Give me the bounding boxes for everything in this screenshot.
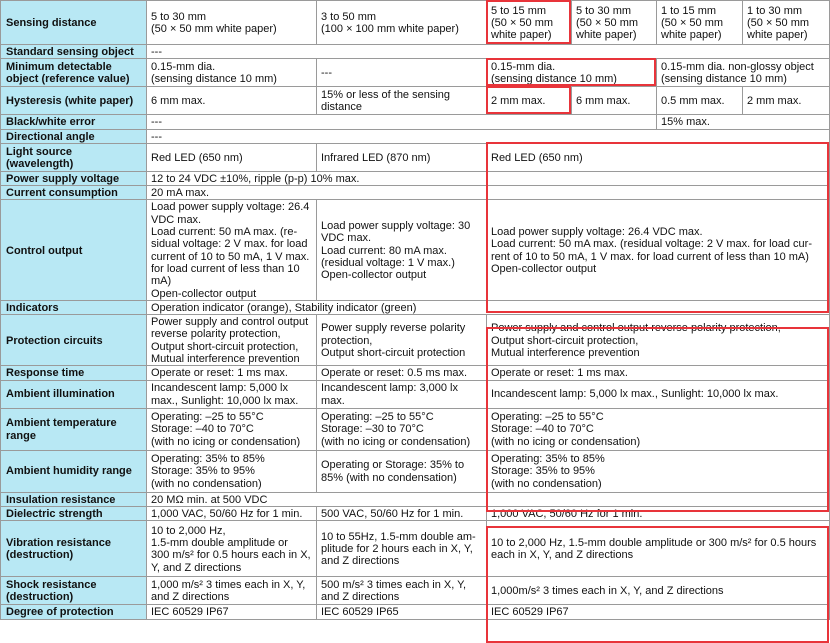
spec-value: 20 mA max. [147,186,830,200]
spec-label: Light source (wavelength) [1,143,147,171]
spec-label: Sensing distance [1,1,147,45]
spec-value: --- [147,45,830,59]
spec-row-current-consumption [1,186,830,200]
spec-value: 1,000 VAC, 50/60 Hz for 1 min. [487,506,830,520]
spec-value: Operating: 35% to 85% Storage: 35% to 95% (with no condensation) [487,450,830,492]
spec-row-ambient-humidity-range [1,450,830,492]
spec-label: Directional angle [1,129,147,143]
spec-label: Current consumption [1,186,147,200]
spec-label: Degree of protection [1,605,147,619]
spec-row-degree-of-protection [1,605,830,619]
spec-label: Ambient illumination [1,380,147,408]
spec-row-ambient-illumination [1,380,830,408]
spec-value: 0.15-mm dia. non-glossy object (sensing distance 10 mm) [657,59,830,87]
spec-value: 6 mm max. [147,87,317,115]
spec-value: --- [317,59,487,87]
spec-row-black-white-error [1,115,830,129]
spec-value: 1,000 m/s² 3 times each in X, Y, and Z directions [147,577,317,605]
spec-label: Standard sensing object [1,45,147,59]
spec-value: IEC 60529 IP67 [487,605,830,619]
spec-label: Indicators [1,300,147,314]
spec-value: 5 to 30 mm (50 × 50 mm white paper) [147,1,317,45]
spec-label: Vibration resistance (destruction) [1,521,147,577]
spec-value: 15% or less of the sensing distance [317,87,487,115]
spec-row-standard-sensing-object [1,45,830,59]
spec-row-minimum-detectable-object-reference-value [1,59,830,87]
spec-value: Incandescent lamp: 3,000 lx max. [317,380,487,408]
spec-value: 5 to 30 mm (50 × 50 mm white paper) [572,1,657,45]
spec-value: 10 to 2,000 Hz, 1.5-mm double amplitude or 300 m/s² for 0.5 hours each in X, Y, and Z directions [487,521,830,577]
spec-value: Red LED (650 nm) [147,143,317,171]
spec-row-dielectric-strength [1,506,830,520]
spec-value: 0.15-mm dia. (sensing distance 10 mm) [487,59,657,87]
spec-row-light-source-wavelength [1,143,830,171]
spec-value: Incandescent lamp: 5,000 lx max., Sunlight: 10,000 lx max. [487,380,830,408]
spec-value: Operate or reset: 0.5 ms max. [317,366,487,380]
spec-row-control-output [1,200,830,300]
spec-value: 10 to 55Hz, 1.5-mm double am- plitude for 2 hours each in X, Y, and Z directions [317,521,487,577]
spec-value: 500 VAC, 50/60 Hz for 1 min. [317,506,487,520]
spec-label: Hysteresis (white paper) [1,87,147,115]
spec-value: 12 to 24 VDC ±10%, ripple (p-p) 10% max. [147,171,830,185]
spec-row-response-time [1,366,830,380]
spec-value: Operating: –25 to 55°C Storage: –40 to 70°C (with no icing or condensation) [147,408,317,450]
spec-label: Ambient temperature range [1,408,147,450]
spec-row-sensing-distance [1,1,830,45]
spec-row-vibration-resistance-destruction [1,521,830,577]
spec-value: IEC 60529 IP65 [317,605,487,619]
spec-value: 6 mm max. [572,87,657,115]
spec-label: Protection circuits [1,315,147,366]
spec-value: 2 mm max. [487,87,572,115]
spec-value: 10 to 2,000 Hz, 1.5-mm double amplitude or 300 m/s² for 0.5 hours each in X, Y, and Z directions [147,521,317,577]
spec-value: Operating: –25 to 55°C Storage: –40 to 70°C (with no icing or condensation) [487,408,830,450]
spec-row-ambient-temperature-range [1,408,830,450]
spec-label: Control output [1,200,147,300]
spec-value: Infrared LED (870 nm) [317,143,487,171]
spec-row-insulation-resistance [1,492,830,506]
spec-value: Operating: 35% to 85% Storage: 35% to 95% (with no condensation) [147,450,317,492]
spec-value: IEC 60529 IP67 [147,605,317,619]
spec-row-protection-circuits [1,315,830,366]
spec-value: Red LED (650 nm) [487,143,830,171]
spec-label: Dielectric strength [1,506,147,520]
spec-value: Incandescent lamp: 5,000 lx max., Sunlight: 10,000 lx max. [147,380,317,408]
spec-value: 2 mm max. [743,87,830,115]
spec-label: Insulation resistance [1,492,147,506]
spec-row-shock-resistance-destruction [1,577,830,605]
spec-value: 1,000m/s² 3 times each in X, Y, and Z directions [487,577,830,605]
spec-label: Ambient humidity range [1,450,147,492]
spec-value: Operating or Storage: 35% to 85% (with no condensation) [317,450,487,492]
spec-row-power-supply-voltage [1,171,830,185]
spec-value: 1 to 15 mm (50 × 50 mm white paper) [657,1,743,45]
spec-value: 5 to 15 mm (50 × 50 mm white paper) [487,1,572,45]
spec-value: Operating: –25 to 55°C Storage: –30 to 70°C (with no icing or condensation) [317,408,487,450]
spec-value: Power supply reverse polarity protection, Output short-circuit protection [317,315,487,366]
spec-value: Operate or reset: 1 ms max. [147,366,317,380]
spec-row-directional-angle [1,129,830,143]
spec-value: 1,000 VAC, 50/60 Hz for 1 min. [147,506,317,520]
specification-table-body [1,1,830,620]
spec-value: Load power supply voltage: 30 VDC max. Load current: 80 mA max. (residual voltage: 1 V max.) Open-collector output [317,200,487,300]
spec-label: Response time [1,366,147,380]
spec-value: Load power supply voltage: 26.4 VDC max. Load current: 50 mA max. (residual voltage: 2 V max. for load cur- rent of 10 to 50 mA, 1 V max. for load current of less than 10 mA) Open-collector output [487,200,830,300]
spec-value: --- [147,115,657,129]
spec-value: 500 m/s² 3 times each in X, Y, and Z directions [317,577,487,605]
spec-value: Operation indicator (orange), Stability indicator (green) [147,300,830,314]
spec-row-hysteresis-white-paper [1,87,830,115]
spec-value: 20 MΩ min. at 500 VDC [147,492,830,506]
spec-value: Operate or reset: 1 ms max. [487,366,830,380]
spec-label: Minimum detectable object (reference value) [1,59,147,87]
spec-value: Power supply and control output reverse polarity protection, Output short-circuit protection, Mutual interference prevention [147,315,317,366]
spec-value: --- [147,129,830,143]
spec-label: Black/white error [1,115,147,129]
spec-value: 15% max. [657,115,830,129]
spec-value: 0.15-mm dia. (sensing distance 10 mm) [147,59,317,87]
spec-value: 1 to 30 mm (50 × 50 mm white paper) [743,1,830,45]
spec-value: 0.5 mm max. [657,87,743,115]
spec-value: Power supply and control output reverse polarity protection, Output short-circuit protection, Mutual interference prevention [487,315,830,366]
spec-label: Power supply voltage [1,171,147,185]
spec-value: 3 to 50 mm (100 × 100 mm white paper) [317,1,487,45]
spec-row-indicators [1,300,830,314]
spec-label: Shock resistance (destruction) [1,577,147,605]
spec-value: Load power supply voltage: 26.4 VDC max. Load current: 50 mA max. (re- sidual voltage: 2 V max. for load current of 10 to 50 mA, 1 V max. for load current of less than 10 mA) Open-collector output [147,200,317,300]
